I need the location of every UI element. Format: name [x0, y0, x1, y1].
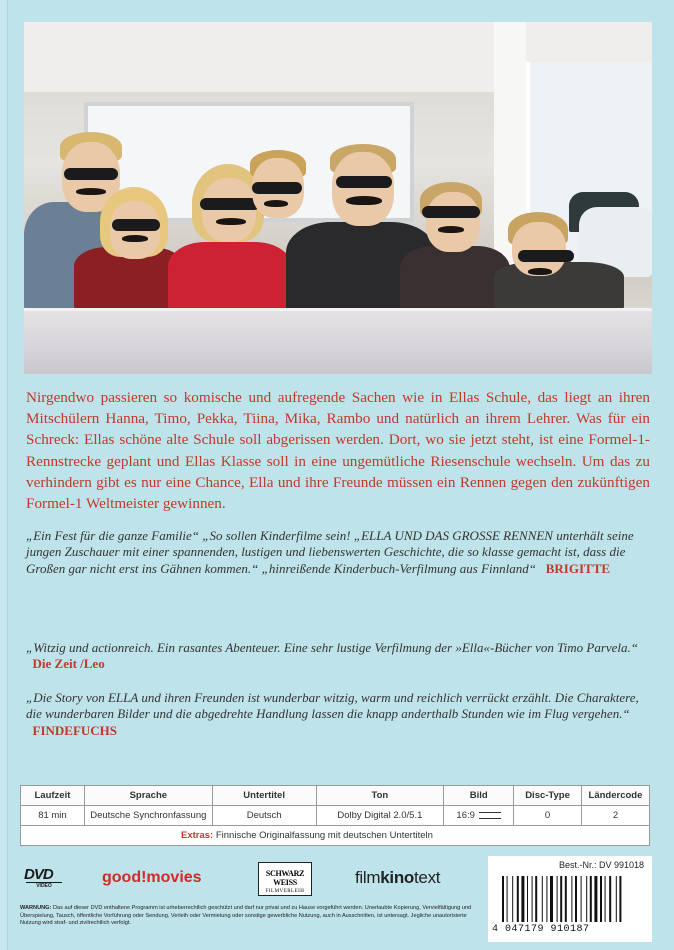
value-bild [444, 806, 514, 826]
review-quote-1 [26, 528, 650, 577]
barcode-bar [575, 876, 577, 922]
review-quote-1-text: „Ein Fest für die ganze Familie“ „So sollen Kinderfilme sein! „ELLA UND DAS GROSSE RENNEN unterhält seine jungen Zuschauer mit einer spannenden, lustigen und liebenswerten Geschichte, die so klasse gemacht ist, dass die Großen gar nicht erst ins Gähnen kommen.“ „hinreißende Kinderbuch-Verfilmung aus Finnland“ [26, 528, 634, 576]
copyright-warning [20, 905, 480, 928]
dvd-logo-subtext: VIDEO [26, 882, 62, 889]
value-sprache: Deutsche Synchronfassung [84, 806, 212, 826]
barcode-bar [512, 876, 513, 922]
tech-specs-extras-row [21, 826, 650, 846]
barcode-bar [560, 876, 562, 922]
barcode-bar [609, 876, 611, 922]
good-movies-logo: good!movies [102, 869, 202, 886]
extras-label: Extras: [181, 830, 214, 841]
barcode-bar [557, 876, 558, 922]
tech-specs-value-row [21, 806, 650, 826]
barcode-bar [571, 876, 572, 922]
dvd-logo-text: DVD [24, 866, 53, 883]
warning-label: WARNUNG: [20, 905, 52, 911]
barcode-bar [594, 876, 597, 922]
dvd-video-logo [24, 866, 66, 890]
cover-spine-edge [0, 0, 8, 950]
review-quote-2-source: Die Zeit /Leo [32, 656, 105, 672]
filmkinotext-logo-part-3: text [414, 868, 441, 887]
header-bild: Bild [444, 786, 514, 806]
order-number: Best.-Nr.: DV 991018 [558, 860, 644, 870]
header-ton: Ton [316, 786, 444, 806]
value-bild-text: 16:9 [456, 810, 475, 821]
header-laendercode: Ländercode [581, 786, 649, 806]
barcode-bar [600, 876, 602, 922]
review-quote-2-text: „Witzig und actionreich. Ein rasantes Abenteuer. Eine sehr lustige Verfilmung der »Ella«-Bücher von Timo Parvela.“ [26, 640, 639, 655]
barcode-bar [507, 876, 508, 922]
schwarz-weiss-logo-title: SCHWARZ WEISS [265, 869, 305, 887]
tech-specs-header-row [21, 786, 650, 806]
cover-photo [24, 22, 652, 374]
extras-text: Finnische Originalfassung mit deutschen Untertiteln [215, 830, 433, 841]
review-quote-2 [26, 640, 650, 673]
tech-specs-table [20, 785, 650, 846]
header-untertitel: Untertitel [212, 786, 316, 806]
synopsis-text: Nirgendwo passieren so komische und aufregende Sachen wie in Ellas Schule, das liegt an ihren Mitschülern Hanna, Timo, Pekka, Tiina, Mika, Rambo und natürlich an ihrem Lehrer. Was für ein Schreck: Ellas schöne alte Schule soll abgerissen werden. Dort, wo sie jetzt steht, ist eine Formel-1-Rennstrecke geplant und Ellas Klasse soll in eine ungemütliche Riesenschule wechseln. Um das zu verhindern gibt es nur eine Chance, Ella und ihre Freunde müssen ein Rennen gegen den zukünftigen Formel-1 Weltmeister gewinnen. [26, 389, 650, 513]
value-untertitel: Deutsch [212, 806, 316, 826]
barcode-bar [542, 876, 543, 922]
barcode-bar [586, 876, 587, 922]
value-laendercode: 2 [581, 806, 649, 826]
value-laufzeit: 81 min [21, 806, 85, 826]
review-quote-3 [26, 690, 650, 739]
review-quote-1-source: BRIGITTE [545, 560, 611, 576]
barcode-bar [616, 876, 617, 922]
header-disc-type: Disc-Type [514, 786, 582, 806]
barcode-bar [517, 876, 519, 922]
photo-counter [24, 308, 652, 374]
barcode-bar [619, 876, 621, 922]
barcode-bar [581, 876, 582, 922]
barcode-bar [605, 876, 606, 922]
barcode-bar [550, 876, 553, 922]
kid-7 [494, 212, 624, 312]
barcode-bar [521, 876, 524, 922]
barcode-bar [565, 876, 567, 922]
barcode-digits: 4 047179 910187 [492, 924, 590, 935]
filmkinotext-logo-part-1: film [355, 868, 381, 887]
value-ton: Dolby Digital 2.0/5.1 [316, 806, 444, 826]
filmkinotext-logo [355, 868, 440, 888]
warning-text: Das auf dieser DVD enthaltene Programm ist urheberrechtlich geschützt und darf nur privat und zu Hause vorgeführt werden. Unerlaubte Kopierung, Vervielfältigung und Überspielung, Tausch, öffentliche Vorführung oder Sendung, Verleih oder Vermietung oder sonstige gewerbliche Nutzung, auch in Ausschnitten, ist untersagt. Jegliche unautorisierte Nutzung wird straf- und zivilrechtlich verfolgt. [20, 905, 472, 927]
review-quote-3-source: FINDEFUCHS [32, 722, 118, 738]
header-laufzeit: Laufzeit [21, 786, 85, 806]
barcode-icon [502, 876, 642, 922]
barcode-bar [590, 876, 592, 922]
schwarz-weiss-logo [258, 862, 312, 896]
barcode-bar [527, 876, 528, 922]
header-sprache: Sprache [84, 786, 212, 806]
value-disc-type: 0 [514, 806, 582, 826]
filmkinotext-logo-part-2: kino [380, 868, 414, 887]
barcode-bar [535, 876, 537, 922]
barcode-area [488, 856, 652, 942]
schwarz-weiss-logo-subtitle: FILMVERLEIH [265, 889, 305, 894]
review-quote-3-text: „Die Story von ELLA und ihren Freunden ist wunderbar witzig, warm und reichlich verrückt erzählt. Die Charaktere, die wunderbaren Bilder und die abgedrehte Handlung lassen die knapp anderthalb Stunden wie im Flug vergehen.“ [26, 690, 639, 722]
extras-cell [21, 826, 650, 846]
barcode-bar [546, 876, 547, 922]
barcode-bar [532, 876, 533, 922]
widescreen-icon [479, 812, 501, 819]
barcode-bar [502, 876, 504, 922]
